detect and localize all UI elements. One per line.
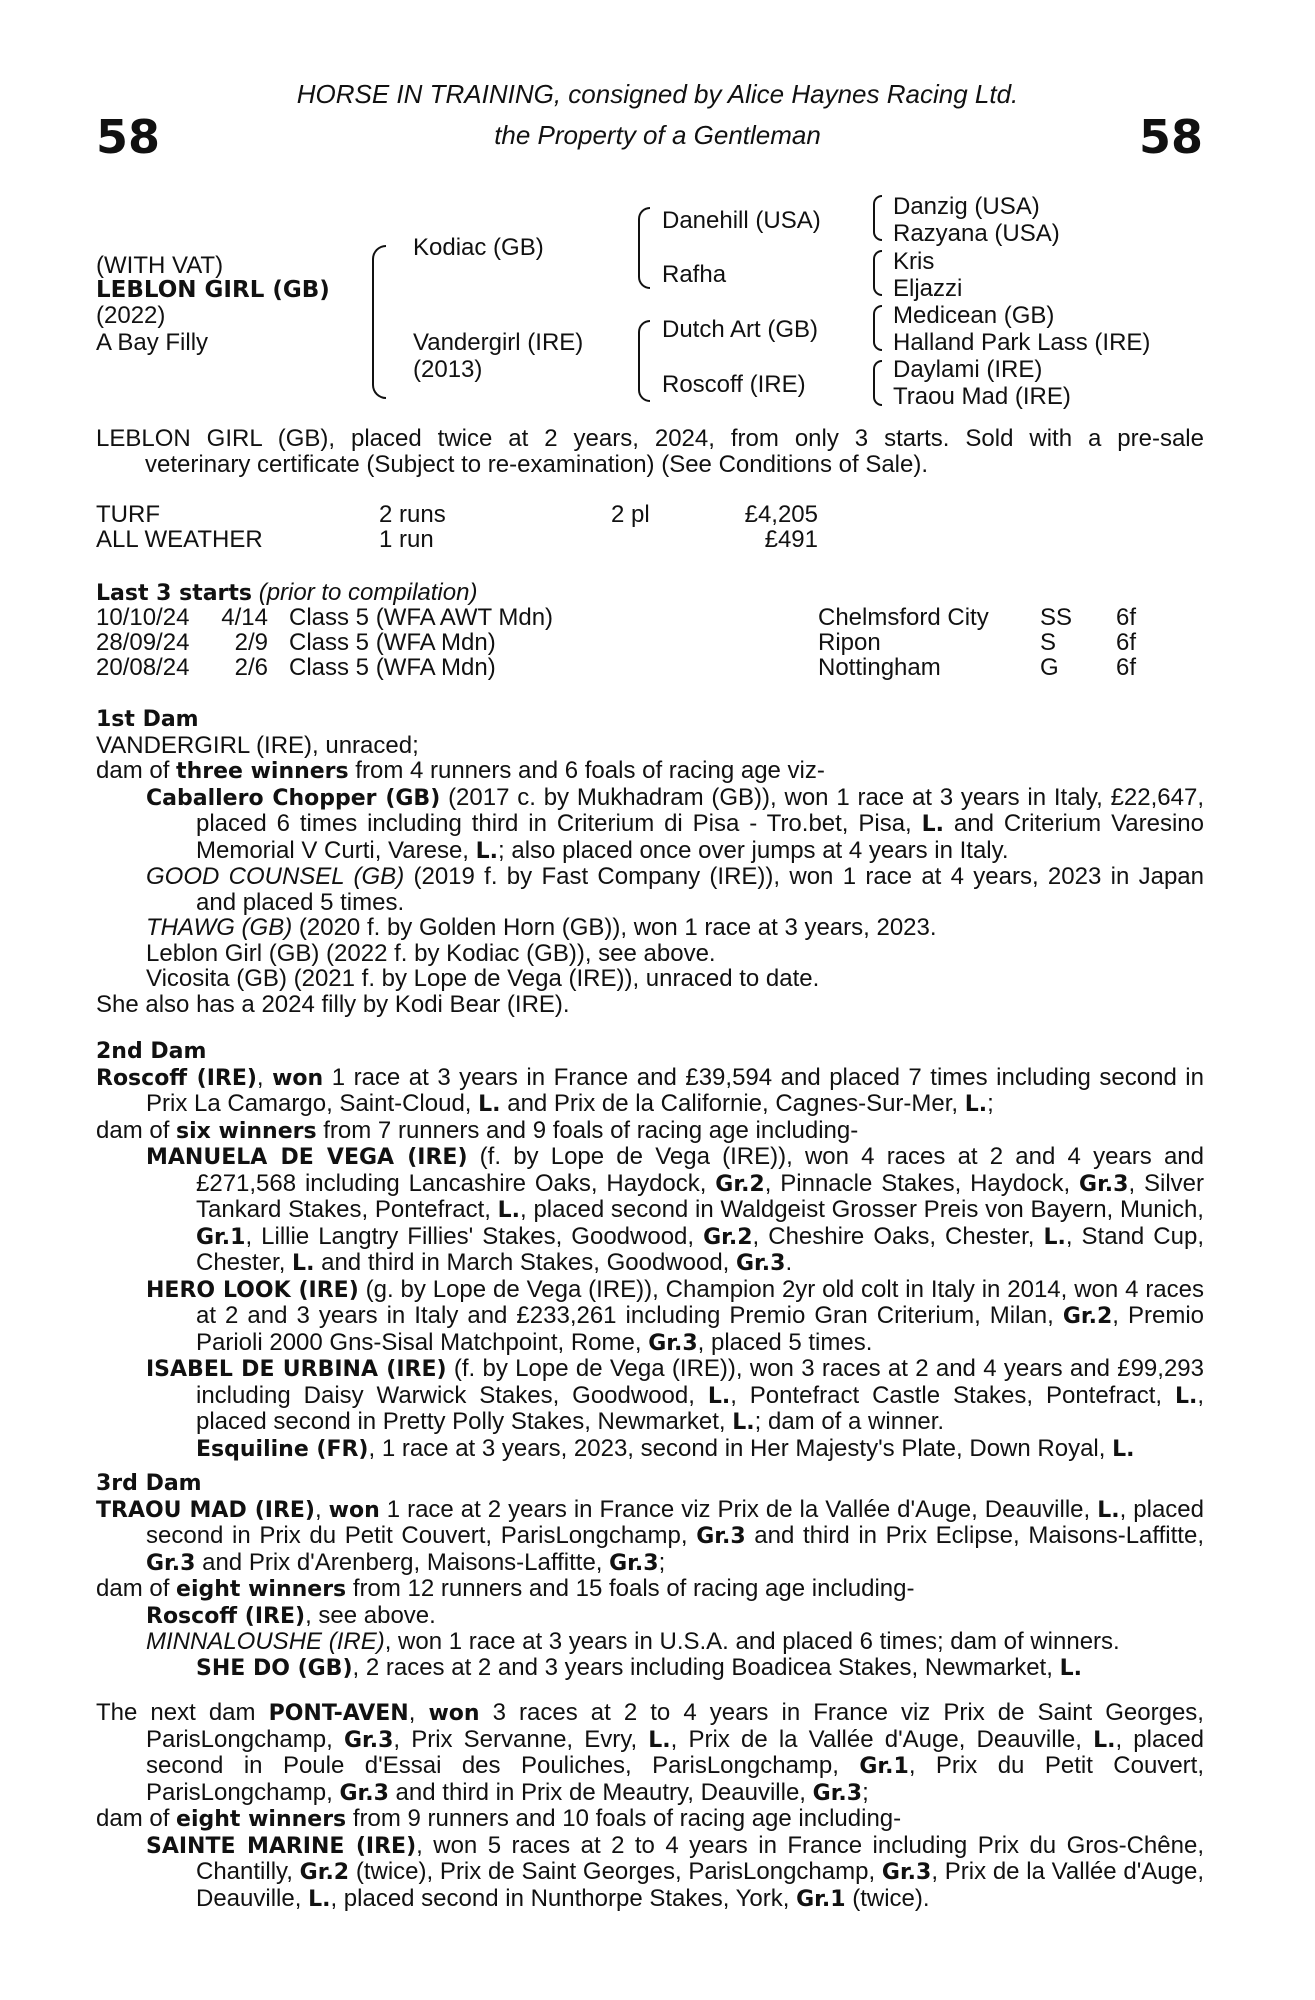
second-dam-section — [96, 1039, 1204, 1462]
produce-entry: Leblon Girl (GB) (2022 f. by Kodiac (GB)), see above. — [146, 939, 716, 967]
vat-note: (WITH VAT) — [96, 252, 224, 279]
produce-entry: SHE DO (GB), 2 races at 2 and 3 years including Boadicea Stakes, Newmarket, L. — [196, 1653, 1082, 1681]
summary — [96, 426, 1204, 477]
record-surface: TURF — [96, 501, 160, 528]
brace-3 — [873, 305, 882, 351]
next-dam-text: The next dam PONT-AVEN, won 3 races at 2 to 4 years in France viz Prix de Saint Georges, ParisLongchamp, Gr.3, Prix Servanne, Evry, L., Prix de la Vallée d'Auge, Deauville, L., placed second in Poule d'Essai des Pouliches, ParisLongchamp, Gr.1, Prix du Petit Couvert, ParisLongchamp, Gr.3 and third in Prix de Meautry, Deauville, Gr.3; — [96, 1699, 1205, 1806]
lot-number-right: 58 — [1138, 110, 1203, 164]
header-line-1: HORSE IN TRAINING, consigned by Alice Haynes Racing Ltd. — [296, 79, 1019, 109]
start-going: SS — [1040, 604, 1073, 631]
start-course: Chelmsford City — [818, 604, 989, 631]
sire-parents-brace — [638, 207, 650, 289]
produce-entry: HERO LOOK (IRE) (g. by Lope de Vega (IRE)), Champion 2yr old colt in Italy in 2014, won 4 races at 2 and 3 years in Italy and £233,261 including Premio Gran Criterium, Milan, Gr.2, Premio Parioli 2000 Gns-Sisal Matchpoint, Rome, Gr.3, placed 5 times. — [146, 1275, 1204, 1356]
start-course: Nottingham — [818, 654, 941, 681]
horse-name: LEBLON GIRL (GB) — [96, 277, 330, 303]
summary-line-2: veterinary certificate (Subject to re-examination) (See Conditions of Sale). — [145, 450, 929, 478]
sire-dam: Rafha — [662, 261, 727, 288]
ancestor-6: Halland Park Lass (IRE) — [893, 329, 1151, 356]
produce-entry: ISABEL DE URBINA (IRE) (f. by Lope de Vega (IRE)), won 3 races at 2 and 4 years and £99,293 including Daisy Warwick Stakes, Goodwood, L., Pontefract Castle Stakes, Pontefract, L., placed second in Pretty Polly Stakes, Newmarket, L.; dam of a winner. — [146, 1355, 1204, 1435]
dam-dam: Roscoff (IRE) — [662, 371, 806, 398]
dam: Vandergirl (IRE) — [413, 329, 584, 356]
starts-note: (prior to compilation) — [258, 579, 478, 606]
produce-entry: Vicosita (GB) (2021 f. by Lope de Vega (IRE)), unraced to date. — [146, 965, 820, 992]
produce-entry: GOOD COUNSEL (GB) (2019 f. by Fast Company (IRE)), won 1 race at 4 years, 2023 in Japan and placed 5 times. — [146, 863, 1204, 916]
produce-entry: MINNALOUSHE (IRE), won 1 race at 3 years in U.S.A. and placed 6 times; dam of winners. — [146, 1628, 1120, 1655]
produce-entry: Esquiline (FR), 1 race at 3 years, 2023, second in Her Majesty's Plate, Down Royal, L. — [196, 1434, 1135, 1462]
produce-entry: SAINTE MARINE (IRE), won 5 races at 2 to 4 years in France including Prix du Gros-Chêne, Chantilly, Gr.2 (twice), Prix de Saint Georges, ParisLongchamp, Gr.3, Prix de la Vallée d'Auge, Deauville, L., placed second in Nunthorpe Stakes, York, Gr.1 (twice). — [146, 1831, 1205, 1912]
record-money: £491 — [764, 526, 818, 553]
first-dam-heading: 1st Dam — [96, 707, 199, 732]
produce-entry: Roscoff (IRE), see above. — [146, 1601, 436, 1629]
first-dam-section — [96, 707, 1204, 1017]
sire-dam-brace — [372, 245, 386, 399]
start-position: 2/6 — [234, 654, 268, 681]
lot-number-left: 58 — [96, 110, 161, 164]
brace-2 — [873, 250, 882, 296]
third-dam-heading: 3rd Dam — [96, 1471, 202, 1496]
ancestor-2: Razyana (USA) — [893, 220, 1060, 247]
sire-sire: Danehill (USA) — [662, 207, 821, 234]
start-going: G — [1040, 654, 1059, 681]
record-surface: ALL WEATHER — [96, 526, 263, 553]
ancestor-3: Kris — [893, 248, 935, 275]
start-date: 28/09/24 — [96, 629, 190, 656]
dam-sire: Dutch Art (GB) — [662, 316, 819, 343]
ancestor-5: Medicean (GB) — [893, 302, 1055, 329]
start-date: 20/08/24 — [96, 654, 190, 681]
second-dam-produce-line: dam of six winners from 7 runners and 9 foals of racing age including- — [96, 1116, 859, 1144]
second-dam-text: Roscoff (IRE), won 1 race at 3 years in France and £39,594 and placed 7 times including second in Prix La Camargo, Saint-Cloud, L. and Prix de la Californie, Cagnes-Sur-Mer, L.; — [96, 1063, 1204, 1117]
horse-year: (2022) — [96, 302, 166, 329]
record-money: £4,205 — [744, 501, 818, 528]
next-dam-produce-line: dam of eight winners from 9 runners and 10 foals of racing age including- — [96, 1805, 902, 1832]
sire: Kodiac (GB) — [413, 234, 544, 261]
ancestor-1: Danzig (USA) — [893, 193, 1040, 220]
brace-1 — [873, 195, 882, 241]
start-course: Ripon — [818, 629, 881, 656]
third-dam-text: TRAOU MAD (IRE), won 1 race at 2 years in France viz Prix de la Vallée d'Auge, Deauville, L., placed second in Prix du Petit Couvert, ParisLongchamp, Gr.3 and third in Prix Eclipse, Maisons-Laffitte, Gr.3 and Prix d'Arenberg, Maisons-Laffitte, Gr.3; — [96, 1495, 1204, 1576]
ancestor-7: Daylami (IRE) — [893, 356, 1043, 383]
ancestor-4: Eljazzi — [893, 275, 963, 302]
second-dam-heading: 2nd Dam — [96, 1039, 207, 1064]
start-date: 10/10/24 — [96, 604, 190, 631]
start-position: 4/14 — [221, 604, 268, 631]
first-dam-produce-line: dam of three winners from 4 runners and 6 foals of racing age viz- — [96, 757, 825, 784]
produce-entry: THAWG (GB) (2020 f. by Golden Horn (GB)), won 1 race at 3 years, 2023. — [146, 914, 937, 941]
start-position: 2/9 — [234, 629, 268, 656]
dam-year: (2013) — [413, 356, 483, 383]
brace-4 — [873, 360, 882, 406]
start-class: Class 5 (WFA Mdn) — [289, 654, 496, 681]
ancestor-8: Traou Mad (IRE) — [893, 383, 1071, 410]
start-distance: 6f — [1116, 604, 1137, 631]
start-class: Class 5 (WFA Mdn) — [289, 629, 496, 656]
summary-line-1: LEBLON GIRL (GB), placed twice at 2 years, 2024, from only 3 starts. Sold with a pre-sale — [96, 425, 1204, 452]
produce-entry: Caballero Chopper (GB) (2017 c. by Mukhadram (GB)), won 1 race at 3 years in Italy, £22,647, placed 6 times including third in Criterium di Pisa - Tro.bet, Pisa, L. and Criterium Varesino Memorial V Curti, Varese, L.; also placed once over jumps at 4 years in Italy. — [146, 783, 1205, 864]
start-distance: 6f — [1116, 629, 1137, 656]
dam-parents-brace — [638, 320, 650, 402]
record-runs: 1 run — [379, 526, 434, 553]
horse-description: A Bay Filly — [96, 329, 209, 356]
next-dam-section — [96, 1700, 1204, 1912]
produce-entry: MANUELA DE VEGA (IRE) (f. by Lope de Vega (IRE)), won 4 races at 2 and 4 years and £271,568 including Lancashire Oaks, Haydock, Gr.2, Pinnacle Stakes, Haydock, Gr.3, Silver Tankard Stakes, Pontefract, L., placed second in Waldgeist Grosser Preis von Bayern, Munich, Gr.1, Lillie Langtry Fillies' Stakes, Goodwood, Gr.2, Cheshire Oaks, Chester, L., Stand Cup, Chester, L. and third in March Stakes, Goodwood, Gr.3. — [146, 1143, 1204, 1276]
third-dam-section — [96, 1471, 1204, 1681]
header-line-2: the Property of a Gentleman — [494, 120, 821, 150]
produce-note: She also has a 2024 filly by Kodi Bear (IRE). — [96, 990, 570, 1018]
start-class: Class 5 (WFA AWT Mdn) — [289, 604, 554, 631]
start-distance: 6f — [1116, 654, 1137, 681]
record-placed: 2 pl — [611, 501, 650, 528]
first-dam-line: VANDERGIRL (IRE), unraced; — [96, 731, 419, 759]
third-dam-produce-line: dam of eight winners from 12 runners and 15 foals of racing age including- — [96, 1575, 915, 1602]
starts-title: Last 3 starts — [96, 581, 253, 606]
start-going: S — [1040, 629, 1057, 656]
record-runs: 2 runs — [379, 501, 446, 528]
